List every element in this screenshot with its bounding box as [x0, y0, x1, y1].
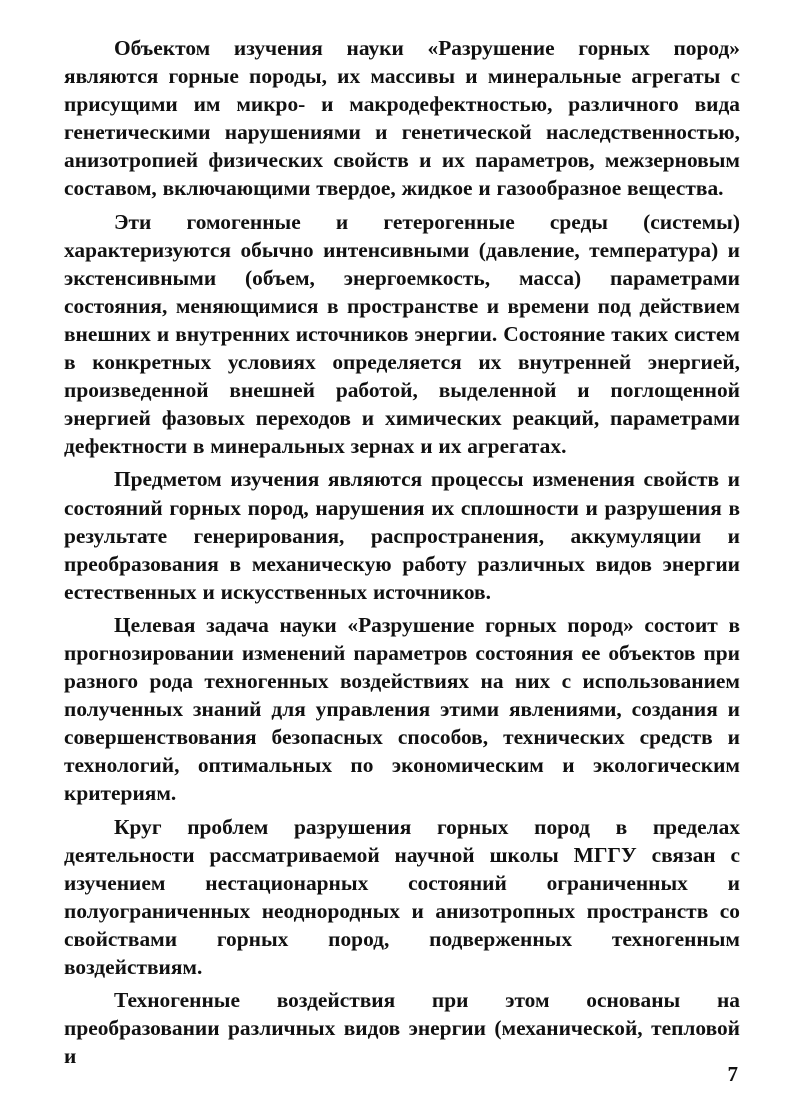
- paragraph-problem-scope: Круг проблем разрушения горных пород в пределах деятельности рассматриваемой научной школы МГГУ связан с изучением нестационарных состояний ограниченных и полуограниченных неоднородных и анизотропных пространств со свойствами горных пород, подверженных техногенным воздействиям.: [64, 814, 740, 979]
- paragraph-target-task: Целевая задача науки «Разрушение горных пород» состоит в прогнозировании изменений параметров состояния ее объектов при разного рода техногенных воздействиях на них с использованием полученных знаний для управления этими явлениями, создания и совершенствования безопасных способов, технических средств и технологий, оптимальных по экономическим и экологическим критериям.: [64, 612, 740, 806]
- paragraph-subject-of-study: Предметом изучения являются процессы изменения свойств и состояний горных пород, нарушения их сплошности и разрушения в результате генерирования, распространения, аккумуляции и преобразования в механическую работу различных видов энергии естественных и искусственных источников.: [64, 467, 740, 604]
- paragraph-technogenic-impacts: Техногенные воздействия при этом основаны на преобразовании различных видов энергии (механической, тепловой и: [64, 988, 740, 1069]
- page-number: 7: [727, 1062, 738, 1086]
- page-body: [64, 34, 740, 1075]
- paragraph-media-systems: Эти гомогенные и гетерогенные среды (системы) характеризуются обычно интенсивными (давление, температура) и экстенсивными (объем, энергоемкость, масса) параметрами состояния, меняющимися в пространстве и времени под действием внешних и внутренних источников энергии. Состояние таких систем в конкретных условиях определяется их внутренней энергией, произведенной внешней работой, выделенной и поглощенной энергией фазовых переходов и химических реакций, параметрами дефектности в минеральных зернах и их агрегатах.: [64, 209, 740, 459]
- paragraph-object-of-study: Объектом изучения науки «Разрушение горных пород» являются горные породы, их массивы и минеральные агрегаты с присущими им микро- и макродефектностью, различного вида генетическими нарушениями и генетической наследственностью, анизотропией физических свойств и их параметров, межзерновым составом, включающими твердое, жидкое и газообразное вещества.: [64, 36, 740, 201]
